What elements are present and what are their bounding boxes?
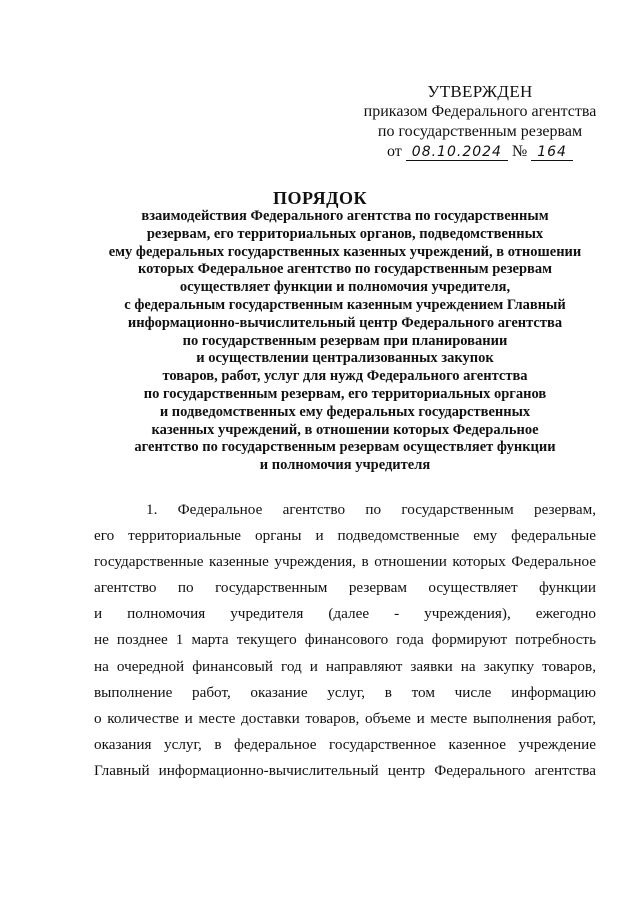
subtitle-line: и полномочия учредителя (259, 457, 431, 474)
approval-title: УТВЕРЖДЕН (427, 82, 533, 101)
paragraph-line: выполнение работ, оказание услуг, в том числе информацию (94, 683, 596, 701)
subtitle-line: резервам, его территориальных органов, подведомственных (146, 225, 544, 242)
approval-agency-line: по государственным резервам (377, 123, 583, 140)
number-prefix: № (511, 143, 528, 160)
subtitle-line: по государственным резервам при планировании (182, 332, 508, 349)
paragraph-line: государственные казенные учреждения, в отношении которых Федеральное (94, 553, 596, 571)
subtitle-line: и подведомственных ему федеральных государственных (159, 403, 531, 420)
handwritten-date: 08.10.2024 (406, 144, 508, 161)
paragraph-line: агентство по государственным резервам осуществляет функции (94, 579, 596, 597)
subtitle-line: взаимодействия Федерального агентства по государственным (141, 208, 549, 224)
approval-date-line (360, 142, 600, 162)
paragraph-line: его территориальные органы и подведомственные ему федеральные (94, 527, 596, 545)
document-subtitle (90, 208, 600, 475)
subtitle-line: информационно-вычислительный центр Федерального агентства (127, 314, 563, 331)
subtitle-line: казенных учреждений, в отношении которых Федеральное (151, 421, 539, 438)
subtitle-line: с федеральным государственным казенным учреждением Главный (124, 296, 566, 313)
paragraph-line: на очередной финансовый год и направляют заявки на закупку товаров, (94, 657, 596, 675)
approval-order-line: приказом Федерального агентства (363, 103, 597, 120)
paragraph-line: и полномочия учредителя (далее - учреждения), ежегодно (94, 605, 596, 623)
paragraph-1 (94, 497, 596, 784)
handwritten-number: 164 (531, 144, 573, 161)
subtitle-line: товаров, работ, услуг для нужд Федерального агентства (162, 368, 528, 385)
subtitle-line: которых Федеральное агентство по государственным резервам (137, 261, 552, 278)
paragraph-line: Главный информационно-вычислительный центр Федерального агентства (94, 761, 596, 779)
subtitle-line: ему федеральных государственных казенных учреждений, в отношении (108, 243, 582, 260)
paragraph-line: о количестве и месте доставки товаров, объеме и месте выполнения работ, (94, 709, 596, 727)
subtitle-line: осуществляет функции и полномочия учредителя, (179, 279, 511, 296)
subtitle-line: и осуществлении централизованных закупок (196, 350, 494, 367)
document-title: ПОРЯДОК (272, 188, 368, 208)
paragraph-line: 1. Федеральное агентство по государственным резервам, (146, 501, 596, 518)
paragraph-line: не позднее 1 марта текущего финансового года формируют потребность (94, 631, 596, 649)
approval-stamp (360, 82, 600, 162)
subtitle-line: по государственным резервам, его территориальных органов (143, 385, 547, 402)
subtitle-line: агентство по государственным резервам осуществляет функции (134, 439, 556, 456)
paragraph-line: оказания услуг, в федеральное государственное казенное учреждение (94, 735, 596, 753)
date-prefix: от (387, 143, 402, 160)
